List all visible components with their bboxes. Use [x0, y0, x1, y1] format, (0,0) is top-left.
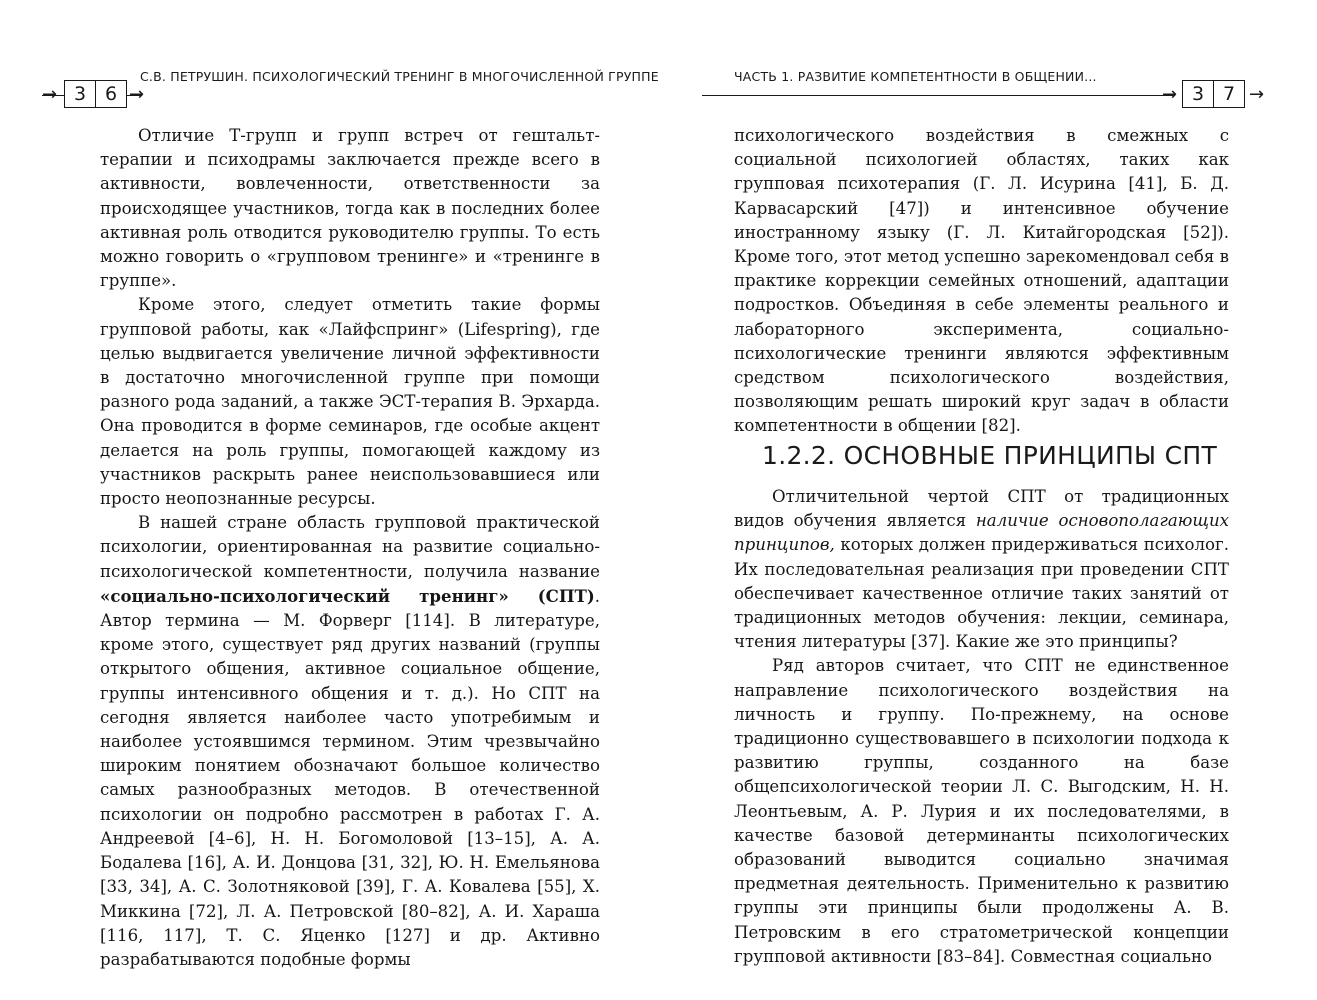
- bold-term: «социально-психологический тренинг» (СПТ): [100, 585, 595, 606]
- page-number-digit: 3: [64, 80, 96, 108]
- page-number-digit: 3: [1182, 80, 1214, 108]
- text-run: которых должен придерживаться психолог. Их последовательная реализация при проведении СПТ обеспечивает качественное отличие таких занятий от традиционных методов обучения: лекции, семинара, чтения литературы [37]. Какие же это принципы?: [734, 535, 1229, 652]
- arrow-right-icon: →: [1162, 84, 1178, 105]
- body-text: [100, 124, 600, 972]
- header-rule: [702, 95, 1174, 96]
- paragraph: Отличие Т-групп и групп встреч от гештальт-терапии и психодрамы заключается прежде всего в активности, вовлеченности, ответственности за происходящее участников, тогда как в последних более активная роль отводится руководителю группы. То есть можно говорить о «групповом тренинге» и «тренинге в группе».: [100, 126, 600, 291]
- running-head: С.В. ПЕТРУШИН. ПСИХОЛОГИЧЕСКИЙ ТРЕНИНГ В МНОГОЧИСЛЕННОЙ ГРУППЕ: [140, 69, 659, 84]
- italic-term: наличие основополагающих принципов,: [734, 511, 1229, 555]
- right-page: [658, 0, 1317, 1000]
- arrow-right-icon: →: [42, 84, 58, 105]
- arrow-right-icon: →: [1249, 84, 1265, 105]
- text-run: В нашей стране область групповой практической психологии, ориентированная на развитие социально-психологической компетентности, получила название: [100, 513, 600, 581]
- body-text: [734, 124, 1229, 439]
- section-title: 1.2.2. ОСНОВНЫЕ ПРИНЦИПЫ СПТ: [762, 441, 1218, 470]
- left-page: [0, 0, 658, 1000]
- arrow-right-icon: →: [129, 84, 145, 105]
- paragraph: [100, 511, 600, 972]
- page-number-digit: 6: [95, 80, 127, 108]
- paragraph: Ряд авторов считает, что СПТ не единственное направление психологического воздействия на личность и группу. По-прежнему, на основе традиционно существовавшего в психологии подхода к развитию группы, созданного на базе общепсихологической теории Л. С. Выгодским, Н. Н. Леонтьевым, А. Р. Лурия и их последователями, в качестве базовой детерминанты психологических образований выводится социально значимая предметная деятельность. Применительно к развитию группы эти принципы были продолжены А. В. Петровским в его стратометрической концепции групповой активности [83–84]. Совместная социально: [734, 656, 1229, 966]
- paragraph: Кроме этого, следует отметить такие формы групповой работы, как «Лайфспринг» (Lifespring), где целью выдвигается увеличение личной эффективности в достаточно многочисленной группе при помощи разного рода заданий, а также ЭСТ-терапия В. Эрхарда. Она проводится в форме семинаров, где особые акцент делается на роль группы, помогающей каждому из участников раскрыть ранее неиспользовавшиеся или просто неопознанные ресурсы.: [100, 295, 600, 509]
- running-head: ЧАСТЬ 1. РАЗВИТИЕ КОМПЕТЕНТНОСТИ В ОБЩЕНИИ...: [734, 69, 1097, 84]
- text-run: . Автор термина — М. Форверг [114]. В литературе, кроме этого, существует ряд других названий (группы открытого общения, активное социальное общение, группы интенсивного общения и т. д.). Но СПТ на сегодня является наиболее часто употребимым и наиболее устоявшимся термином. Этим чрезвычайно широким понятием обозначают большое количество самых разнообразных методов. В отечественной психологии он подробно рассмотрен в работах Г. А. Андреевой [4–6], Н. Н. Богомоловой [13–15], А. А. Бодалева [16], А. И. Донцова [31, 32], Ю. Н. Емельянова [33, 34], А. С. Золотняковой [39], Г. А. Ковалева [55], Х. Миккина [72], Л. А. Петровской [80–82], А. И. Хараша [116, 117], Т. С. Яценко [127] и др. Активно разрабатываются подобные формы: [100, 586, 600, 969]
- body-text: [734, 485, 1229, 969]
- paragraph: психологического воздействия в смежных с социальной психологией областях, таких как групповая психотерапия (Г. Л. Исурина [41], Б. Д. Карвасарский [47]) и интенсивное обучение иностранному языку (Г. Л. Китайгородская [52]). Кроме того, этот метод успешно зарекомендовал себя в практике коррекции семейных отношений, адаптации подростков. Объединяя в себе элементы реального и лабораторного эксперимента, социально-психологические тренинги являются эффективным средством психологического воздействия, позволяющим решать широкий круг задач в области компетентности в общении [82].: [734, 126, 1229, 436]
- paragraph: [734, 485, 1229, 654]
- text-run: Отличительной чертой СПТ от традиционных видов обучения является: [734, 487, 1229, 531]
- page-number-digit: 7: [1213, 80, 1245, 108]
